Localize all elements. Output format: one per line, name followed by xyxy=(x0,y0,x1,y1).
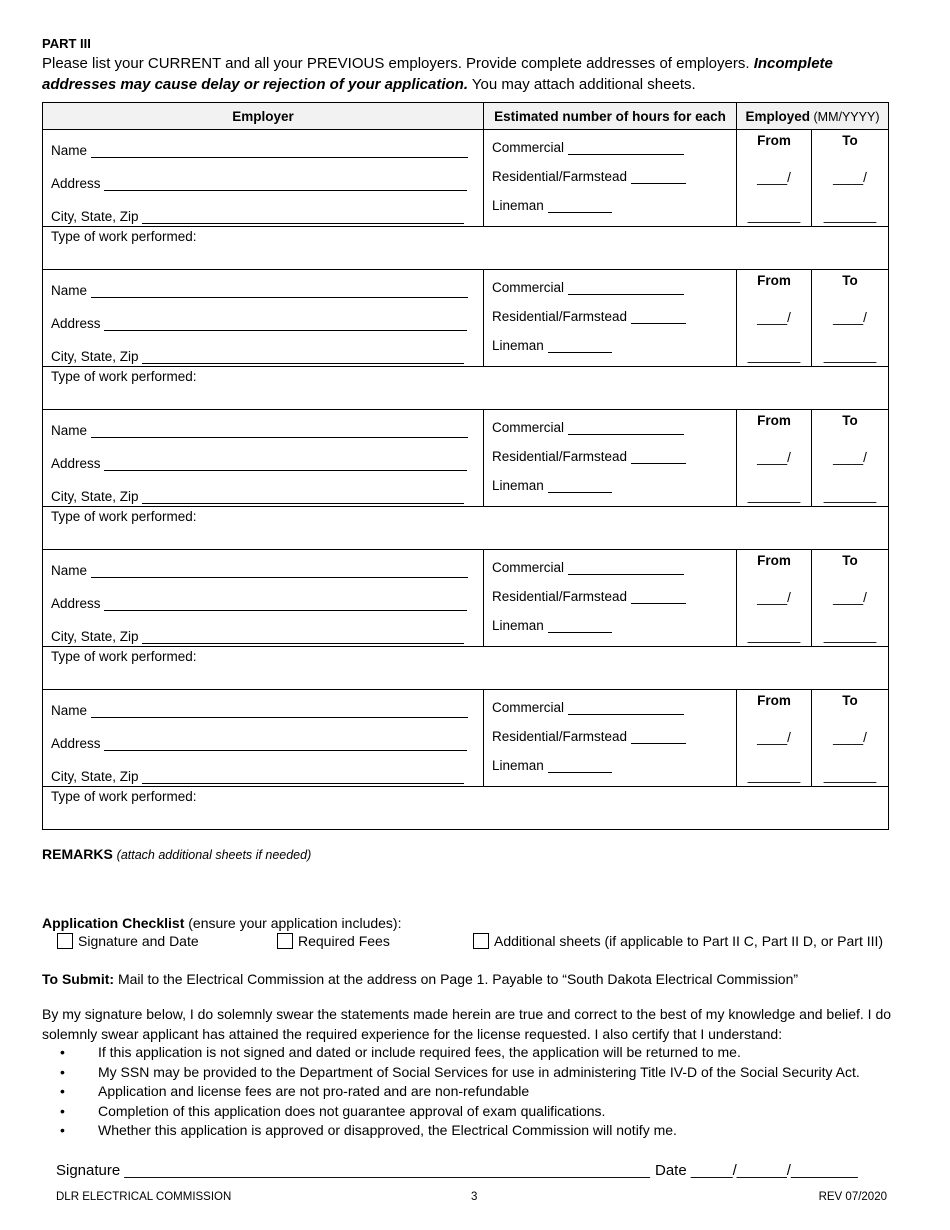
from-month-field[interactable]: ____/ xyxy=(757,450,791,465)
employer-city-field[interactable]: City, State, Zip xyxy=(51,629,471,644)
checklist-item-signature[interactable] xyxy=(57,933,199,949)
hours-cell xyxy=(484,410,737,507)
checklist-item-label: Required Fees xyxy=(298,933,390,949)
employed-column-header: Employed (MM/YYYY) xyxy=(737,103,889,130)
to-year-field[interactable]: _______ xyxy=(823,348,877,363)
to-year-field[interactable]: _______ xyxy=(823,208,877,223)
employer-city-field[interactable]: City, State, Zip xyxy=(51,209,471,224)
list-item: • If this application is not signed and dated or include required fees, the application will be returned to me. xyxy=(60,1043,860,1063)
checkbox[interactable] xyxy=(57,933,73,949)
remarks-note: (attach additional sheets if needed) xyxy=(116,848,312,862)
employer-info-cell xyxy=(43,690,484,787)
to-month-field[interactable]: ____/ xyxy=(833,590,867,605)
employer-entry xyxy=(43,690,889,787)
type-of-work-label: Type of work performed: xyxy=(51,509,197,524)
submit-instructions: To Submit: Mail to the Electrical Commission at the address on Page 1. Payable to “South Dakota Electrical Commission” xyxy=(42,971,799,987)
employer-address-field[interactable]: Address xyxy=(51,316,471,331)
residential-hours-field[interactable]: Residential/Farmstead xyxy=(492,729,686,744)
type-of-work-field[interactable] xyxy=(43,787,889,830)
employer-name-field[interactable]: Name xyxy=(51,703,471,718)
lineman-hours-field[interactable]: Lineman xyxy=(492,198,612,213)
intro-text: Please list your CURRENT and all your PREVIOUS employers. Provide complete addresses of employers. xyxy=(42,55,754,72)
list-item: • Completion of this application does not guarantee approval of exam qualifications. xyxy=(60,1102,860,1122)
type-of-work-row xyxy=(43,647,889,690)
checklist-item-fees[interactable] xyxy=(277,933,390,949)
from-date-cell[interactable] xyxy=(737,550,812,647)
hours-cell xyxy=(484,550,737,647)
employer-column-header: Employer xyxy=(43,103,484,130)
part-intro xyxy=(42,53,902,95)
from-year-field[interactable]: _______ xyxy=(747,628,801,643)
type-of-work-row xyxy=(43,367,889,410)
employer-entry xyxy=(43,550,889,647)
page-number: 3 xyxy=(471,1191,478,1203)
type-of-work-label: Type of work performed: xyxy=(51,649,197,664)
from-label: From xyxy=(757,413,791,428)
hours-cell xyxy=(484,270,737,367)
remarks-label: REMARKS xyxy=(42,846,113,862)
to-label: To xyxy=(842,133,858,148)
list-item: • Application and license fees are not pro-rated and are non-refundable xyxy=(60,1082,860,1102)
employer-address-field[interactable]: Address xyxy=(51,736,471,751)
type-of-work-label: Type of work performed: xyxy=(51,229,197,244)
to-month-field[interactable]: ____/ xyxy=(833,450,867,465)
from-year-field[interactable]: _______ xyxy=(747,208,801,223)
type-of-work-field[interactable] xyxy=(43,227,889,270)
type-of-work-field[interactable] xyxy=(43,367,889,410)
intro-warning: Incomplete addresses may cause delay or rejection of your application. xyxy=(42,55,833,93)
from-label: From xyxy=(757,693,791,708)
commercial-hours-field[interactable]: Commercial xyxy=(492,420,684,435)
from-month-field[interactable]: ____/ xyxy=(757,170,791,185)
from-year-field[interactable]: _______ xyxy=(747,348,801,363)
employer-name-field[interactable]: Name xyxy=(51,563,471,578)
oath-statement: By my signature below, I do solemnly swear the statements made herein are true and correct to the best of my knowledge and belief. I do solemnly swear applicant has attained the required experience for the license requested. I also certify that I understand: xyxy=(42,1006,892,1042)
to-label: To xyxy=(842,693,858,708)
from-month-field[interactable]: ____/ xyxy=(757,590,791,605)
commercial-hours-field[interactable]: Commercial xyxy=(492,140,684,155)
employer-entry xyxy=(43,270,889,367)
residential-hours-field[interactable]: Residential/Farmstead xyxy=(492,169,686,184)
to-month-field[interactable]: ____/ xyxy=(833,170,867,185)
to-date-cell[interactable] xyxy=(812,270,889,367)
employer-info-cell xyxy=(43,270,484,367)
checklist-title: Application Checklist (ensure your application includes): xyxy=(42,915,402,931)
type-of-work-label: Type of work performed: xyxy=(51,789,197,804)
from-date-cell[interactable] xyxy=(737,690,812,787)
to-label: To xyxy=(842,273,858,288)
residential-hours-field[interactable]: Residential/Farmstead xyxy=(492,309,686,324)
to-date-cell[interactable] xyxy=(812,410,889,507)
list-item: • Whether this application is approved or disapproved, the Electrical Commission will notify me. xyxy=(60,1121,860,1141)
lineman-hours-field[interactable]: Lineman xyxy=(492,478,612,493)
checklist-item-sheets[interactable] xyxy=(473,933,883,949)
type-of-work-row xyxy=(43,227,889,270)
employer-city-field[interactable]: City, State, Zip xyxy=(51,489,471,504)
to-date-cell[interactable] xyxy=(812,690,889,787)
residential-hours-field[interactable]: Residential/Farmstead xyxy=(492,449,686,464)
employer-name-field[interactable]: Name xyxy=(51,423,471,438)
type-of-work-row xyxy=(43,507,889,550)
employer-info-cell xyxy=(43,130,484,227)
from-year-field[interactable]: _______ xyxy=(747,768,801,783)
to-date-cell[interactable] xyxy=(812,550,889,647)
from-label: From xyxy=(757,553,791,568)
to-year-field[interactable]: _______ xyxy=(823,488,877,503)
employer-entry xyxy=(43,130,889,227)
checkbox[interactable] xyxy=(277,933,293,949)
employer-info-cell xyxy=(43,550,484,647)
from-year-field[interactable]: _______ xyxy=(747,488,801,503)
checklist-item-label: Additional sheets (if applicable to Part II C, Part II D, or Part III) xyxy=(494,933,884,949)
type-of-work-row xyxy=(43,787,889,830)
from-month-field[interactable]: ____/ xyxy=(757,310,791,325)
checklist-item-label: Signature and Date xyxy=(78,933,199,949)
oath-bullets xyxy=(60,1043,860,1141)
to-label: To xyxy=(842,413,858,428)
checkbox[interactable] xyxy=(473,933,489,949)
from-date-cell[interactable] xyxy=(737,130,812,227)
from-date-cell[interactable] xyxy=(737,270,812,367)
intro-tail: You may attach additional sheets. xyxy=(468,76,696,93)
to-label: To xyxy=(842,553,858,568)
employer-address-field[interactable]: Address xyxy=(51,596,471,611)
signature-field[interactable]: Signature _______________________________________________________________ xyxy=(56,1162,650,1179)
list-item: • My SSN may be provided to the Department of Social Services for use in administering Title IV-D of the Social Security Act. xyxy=(60,1063,860,1083)
employer-table xyxy=(42,102,889,830)
type-of-work-field[interactable] xyxy=(43,647,889,690)
date-field[interactable]: Date _____/______/________ xyxy=(655,1162,858,1179)
commercial-hours-field[interactable]: Commercial xyxy=(492,700,684,715)
from-month-field[interactable]: ____/ xyxy=(757,730,791,745)
from-date-cell[interactable] xyxy=(737,410,812,507)
lineman-hours-field[interactable]: Lineman xyxy=(492,338,612,353)
type-of-work-label: Type of work performed: xyxy=(51,369,197,384)
employer-info-cell xyxy=(43,410,484,507)
footer-left: DLR ELECTRICAL COMMISSION xyxy=(56,1191,232,1203)
employer-city-field[interactable]: City, State, Zip xyxy=(51,769,471,784)
lineman-hours-field[interactable]: Lineman xyxy=(492,618,612,633)
employer-entry xyxy=(43,410,889,507)
employer-table-header xyxy=(43,103,889,130)
hours-cell xyxy=(484,690,737,787)
from-label: From xyxy=(757,133,791,148)
to-year-field[interactable]: _______ xyxy=(823,628,877,643)
footer-right: REV 07/2020 xyxy=(818,1191,887,1203)
to-month-field[interactable]: ____/ xyxy=(833,730,867,745)
remarks-heading xyxy=(42,846,311,862)
part-title: PART III xyxy=(42,36,91,51)
to-year-field[interactable]: _______ xyxy=(823,768,877,783)
commercial-hours-field[interactable]: Commercial xyxy=(492,280,684,295)
to-month-field[interactable]: ____/ xyxy=(833,310,867,325)
lineman-hours-field[interactable]: Lineman xyxy=(492,758,612,773)
residential-hours-field[interactable]: Residential/Farmstead xyxy=(492,589,686,604)
to-date-cell[interactable] xyxy=(812,130,889,227)
from-label: From xyxy=(757,273,791,288)
employer-address-field[interactable]: Address xyxy=(51,176,471,191)
employer-address-field[interactable]: Address xyxy=(51,456,471,471)
employer-city-field[interactable]: City, State, Zip xyxy=(51,349,471,364)
hours-cell xyxy=(484,130,737,227)
commercial-hours-field[interactable]: Commercial xyxy=(492,560,684,575)
type-of-work-field[interactable] xyxy=(43,507,889,550)
employer-name-field[interactable]: Name xyxy=(51,143,471,158)
hours-column-header: Estimated number of hours for each xyxy=(484,103,737,130)
employer-name-field[interactable]: Name xyxy=(51,283,471,298)
